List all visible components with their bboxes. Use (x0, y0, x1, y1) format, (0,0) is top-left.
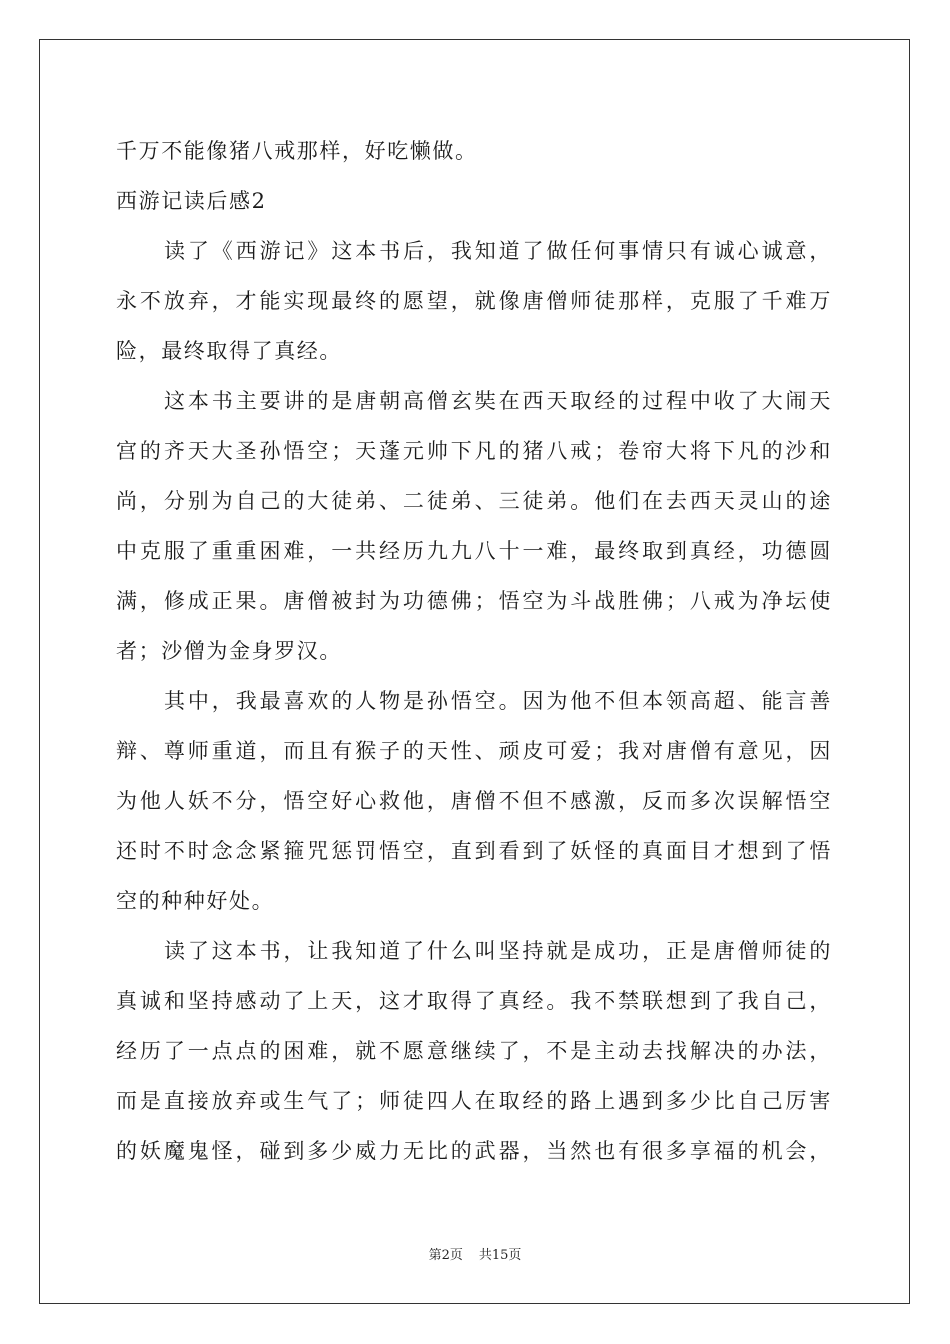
text-line: 尚，分别为自己的大徒弟、二徒弟、三徒弟。他们在去西天灵山的途 (116, 489, 832, 513)
section-title: 西游记读后感2 (116, 189, 267, 213)
document-body (116, 126, 832, 1176)
text-line: 空的种种好处。 (116, 889, 275, 913)
text-line: 的妖魔鬼怪，碰到多少威力无比的武器，当然也有很多享福的机会， (116, 1139, 832, 1163)
text-line: 千万不能像猪八戒那样，好吃懒做。 (116, 139, 478, 163)
text-line: 险，最终取得了真经。 (116, 339, 342, 363)
text-line: 永不放弃，才能实现最终的愿望，就像唐僧师徒那样，克服了千难万 (116, 289, 832, 313)
text-line: 辩、尊师重道，而且有猴子的天性、顽皮可爱；我对唐僧有意见，因 (116, 739, 832, 763)
text-line: 而是直接放弃或生气了；师徒四人在取经的路上遇到多少比自己厉害 (116, 1089, 832, 1113)
text-line: 这本书主要讲的是唐朝高僧玄奘在西天取经的过程中收了大闹天 (164, 389, 832, 413)
text-line: 满，修成正果。唐僧被封为功德佛；悟空为斗战胜佛；八戒为净坛使 (116, 589, 832, 613)
page-footer (0, 1244, 950, 1263)
text-line: 宫的齐天大圣孙悟空；天蓬元帅下凡的猪八戒；卷帘大将下凡的沙和 (116, 439, 832, 463)
page-total: 共15页 (478, 1248, 522, 1263)
text-line: 真诚和坚持感动了上天，这才取得了真经。我不禁联想到了我自己， (116, 989, 832, 1013)
text-line: 读了这本书，让我知道了什么叫坚持就是成功，正是唐僧师徒的 (164, 939, 832, 963)
text-line: 还时不时念念紧箍咒惩罚悟空，直到看到了妖怪的真面目才想到了悟 (116, 839, 832, 863)
page-number: 第2页 (428, 1248, 463, 1263)
text-line: 其中，我最喜欢的人物是孙悟空。因为他不但本领高超、能言善 (164, 689, 832, 713)
text-line: 读了《西游记》这本书后，我知道了做任何事情只有诚心诚意， (164, 239, 832, 263)
text-line: 者；沙僧为金身罗汉。 (116, 639, 342, 663)
text-line: 中克服了重重困难，一共经历九九八十一难，最终取到真经，功德圆 (116, 539, 832, 563)
text-line: 经历了一点点的困难，就不愿意继续了，不是主动去找解决的办法， (116, 1039, 832, 1063)
text-line: 为他人妖不分，悟空好心救他，唐僧不但不感激，反而多次误解悟空 (116, 789, 832, 813)
